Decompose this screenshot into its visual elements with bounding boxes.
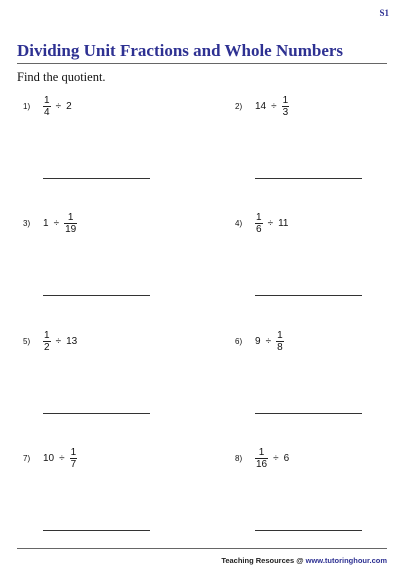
division-expression (255, 212, 288, 235)
problem-4 (235, 212, 395, 302)
whole-number: 13 (66, 336, 78, 347)
problem-number: 3) (23, 219, 31, 228)
fraction (43, 95, 51, 118)
division-expression (43, 447, 77, 470)
numerator: 1 (282, 95, 289, 106)
whole-number: 2 (66, 101, 72, 112)
denominator: 4 (44, 107, 50, 118)
division-expression (255, 447, 289, 470)
page-title: Dividing Unit Fractions and Whole Numbers (17, 41, 344, 60)
fraction (64, 212, 77, 235)
whole-number: 6 (283, 453, 290, 464)
division-sign: ÷ (267, 218, 274, 229)
division-sign: ÷ (55, 336, 62, 347)
numerator: 1 (256, 212, 262, 223)
problem-number: 8) (235, 454, 243, 463)
problem-8 (235, 447, 395, 537)
division-sign: ÷ (271, 101, 277, 112)
problem-number: 1) (23, 102, 31, 111)
fraction (276, 330, 284, 353)
whole-number: 1 (43, 218, 49, 229)
problem-number: 7) (23, 454, 31, 463)
whole-number: 10 (43, 453, 55, 464)
denominator: 8 (277, 342, 283, 353)
problem-5 (23, 330, 183, 420)
denominator: 19 (65, 224, 77, 235)
fraction (70, 447, 78, 470)
answer-line[interactable] (43, 295, 150, 296)
denominator: 7 (70, 459, 77, 470)
numerator: 1 (258, 447, 265, 458)
numerator: 1 (44, 95, 50, 106)
whole-number: 11 (278, 218, 289, 229)
division-expression (43, 95, 72, 118)
footer-site-link[interactable]: www.tutoringhour.com (305, 556, 387, 565)
problem-1 (23, 95, 183, 185)
fraction (255, 447, 268, 470)
fraction (43, 330, 51, 353)
division-expression (43, 330, 77, 353)
division-sign: ÷ (273, 453, 279, 464)
answer-line[interactable] (255, 413, 362, 414)
footer-label: Teaching Resources @ (221, 556, 306, 565)
division-sign: ÷ (53, 218, 60, 229)
division-expression (255, 95, 289, 118)
division-expression (43, 212, 77, 235)
denominator: 2 (44, 342, 50, 353)
whole-number: 9 (255, 336, 261, 347)
numerator: 1 (70, 447, 77, 458)
instruction-text: Find the quotient. (17, 70, 106, 84)
answer-line[interactable] (255, 295, 362, 296)
division-sign: ÷ (55, 101, 62, 112)
division-expression (255, 330, 284, 353)
fraction (255, 212, 263, 235)
problem-2 (235, 95, 395, 185)
division-sign: ÷ (59, 453, 65, 464)
problem-number: 5) (23, 337, 31, 346)
footer-divider (17, 548, 387, 549)
answer-line[interactable] (255, 178, 362, 179)
problem-6 (235, 330, 395, 420)
problem-3 (23, 212, 183, 302)
denominator: 16 (256, 459, 268, 470)
fraction (282, 95, 290, 118)
answer-line[interactable] (255, 530, 362, 531)
numerator: 1 (67, 212, 74, 223)
numerator: 1 (44, 330, 50, 341)
problem-number: 6) (235, 337, 243, 346)
denominator: 6 (256, 224, 262, 235)
problem-number: 2) (235, 102, 243, 111)
footer (221, 556, 387, 565)
division-sign: ÷ (265, 336, 272, 347)
answer-line[interactable] (43, 178, 150, 179)
denominator: 3 (282, 107, 289, 118)
worksheet-code: S1 (379, 8, 389, 18)
problem-number: 4) (235, 219, 243, 228)
answer-line[interactable] (43, 413, 150, 414)
problem-7 (23, 447, 183, 537)
whole-number: 14 (255, 101, 267, 112)
title-divider (17, 63, 387, 64)
answer-line[interactable] (43, 530, 150, 531)
numerator: 1 (277, 330, 283, 341)
